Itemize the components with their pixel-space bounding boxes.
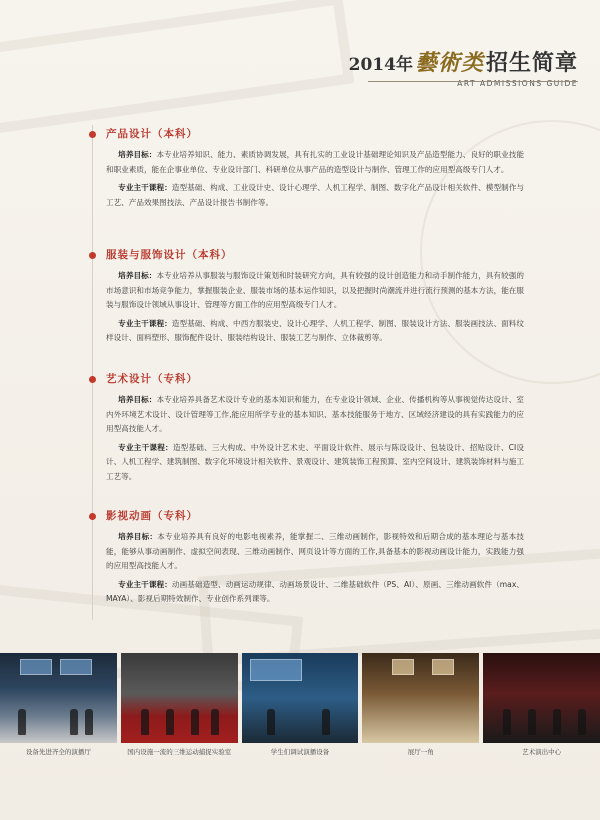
person-figure bbox=[70, 709, 78, 735]
person-figure bbox=[553, 709, 561, 735]
course-text: 造型基础、三大构成、中外设计艺术史、平面设计软件、展示与陈设设计、包装设计、招贴设计、CI设计、人机工程学、建筑制图、数字化环境设计相关软件、景观设计、建筑装饰工程预算、室内空间设计、建筑装饰材料与施工工艺等。 bbox=[106, 442, 524, 481]
section-art-design bbox=[106, 371, 524, 488]
training-goal bbox=[106, 393, 524, 437]
section-film-animation bbox=[106, 508, 524, 611]
training-goal bbox=[106, 269, 524, 313]
main-courses bbox=[106, 317, 524, 346]
course-label: 专业主干课程： bbox=[118, 318, 172, 328]
goal-text: 本专业培养具有良好的电影电视素养，能掌握二、三维动画制作，影视特效和后期合成的基本理论与基本技能，能够从事动画制作、虚拟空间表现、三维动画制作、网页设计等方面的工作,具备基本的影视动画设计能力，实践能力强的应用型高技能人才。 bbox=[106, 532, 524, 570]
display-shape bbox=[392, 659, 414, 675]
course-label: 专业主干课程： bbox=[118, 442, 173, 452]
header-art-calligraphy: 藝術类 bbox=[414, 50, 484, 76]
page-header bbox=[349, 46, 578, 88]
monitor-shape bbox=[20, 659, 52, 675]
display-shape bbox=[432, 659, 454, 675]
section-title: 产品设计（本科） bbox=[106, 128, 198, 140]
course-label: 专业主干课程： bbox=[118, 183, 172, 192]
photo-exhibition-hall bbox=[362, 653, 479, 743]
main-courses bbox=[106, 441, 524, 485]
photo-captions bbox=[0, 747, 600, 756]
photo-broadcast-equipment bbox=[242, 653, 359, 743]
header-main-title: 招生简章 bbox=[485, 51, 578, 76]
timeline-dot bbox=[89, 252, 96, 259]
monitor-shape bbox=[250, 659, 302, 681]
timeline-dot bbox=[89, 376, 96, 383]
goal-text: 本专业培养知识、能力、素质协调发展，具有扎实的工业设计基础理论知识及产品造型能力、良好的职业技能和职业素质，能在企事业单位、专业设计部门、科研单位从事产品的造型设计与制作、管理工作的应用型高级专门人才。 bbox=[106, 150, 524, 174]
person-figure bbox=[18, 709, 26, 735]
training-goal bbox=[106, 148, 524, 177]
section-title: 影视动画（专科） bbox=[106, 510, 198, 522]
goal-label: 培养目标： bbox=[118, 532, 158, 541]
section-fashion-design bbox=[106, 247, 524, 350]
timeline-line bbox=[92, 125, 93, 620]
film-strip-decoration bbox=[0, 0, 354, 136]
person-figure bbox=[267, 709, 275, 735]
person-figure bbox=[322, 709, 330, 735]
photo-caption: 国内设施一流的三维运动捕捉实验室 bbox=[127, 748, 232, 756]
course-text: 造型基础、构成、工业设计史、设计心理学、人机工程学、制图、数字化产品设计相关软件、模型制作与工艺、产品效果图技法、产品设计报告书制作等。 bbox=[106, 183, 525, 207]
course-label: 专业主干课程： bbox=[118, 579, 172, 589]
timeline-dot bbox=[89, 513, 96, 520]
photo-strip bbox=[0, 653, 600, 743]
main-courses bbox=[106, 578, 524, 607]
section-title: 艺术设计（专科） bbox=[106, 373, 198, 385]
training-goal bbox=[106, 530, 524, 574]
person-figure bbox=[191, 709, 199, 735]
photo-caption: 艺术演出中心 bbox=[522, 748, 562, 756]
header-divider bbox=[368, 81, 578, 82]
goal-text: 本专业培养具备艺术设计专业的基本知识和能力，在专业设计领域、企业、传播机构等从事视觉传达设计、室内外环境艺术设计、设计管理等工作,能应用所学专业的基本知识、基本技能服务于地方、区域经济建设的具有实践能力的应用型高技能人才。 bbox=[106, 395, 524, 433]
person-figure bbox=[578, 709, 586, 735]
goal-label: 培养目标： bbox=[118, 395, 157, 404]
course-text: 动画基础造型、动画运动规律、动画场景设计、二维基础软件（PS、AI）、原画、三维动画软件（max、MAYA）、影视后期特效制作、专业创作系列课等。 bbox=[106, 579, 525, 603]
section-title: 服装与服饰设计（本科） bbox=[106, 249, 233, 261]
person-figure bbox=[166, 709, 174, 735]
person-figure bbox=[141, 709, 149, 735]
main-courses bbox=[106, 181, 524, 210]
person-figure bbox=[211, 709, 219, 735]
goal-label: 培养目标： bbox=[118, 271, 157, 280]
photo-caption: 展厅一角 bbox=[407, 748, 434, 756]
monitor-shape bbox=[60, 659, 92, 675]
timeline-dot bbox=[89, 131, 96, 138]
header-title bbox=[349, 46, 578, 77]
goal-label: 培养目标： bbox=[118, 150, 157, 159]
photo-caption: 学生们调试演播设备 bbox=[270, 748, 330, 756]
goal-text: 本专业培养从事服装与服饰设计策划和时装研究方向，具有较强的设计创造能力和动手制作能力，具有较强的市场意识和市场竞争能力，掌握服装企业、服装市场的基本运作知识，以及把握时尚潮流并进行流行预测的基本方法，能在服装与服饰设计领域从事设计、管理等方面工作的应用型高级专门人才。 bbox=[106, 271, 524, 309]
section-product-design bbox=[106, 126, 524, 214]
photo-performance-center bbox=[483, 653, 600, 743]
photo-caption: 设备先进齐全的演播厅 bbox=[25, 748, 91, 756]
person-figure bbox=[503, 709, 511, 735]
header-year: 2014年 bbox=[348, 55, 413, 75]
person-figure bbox=[528, 709, 536, 735]
photo-studio bbox=[0, 653, 117, 743]
header-subtitle: ART ADMISSIONS GUIDE bbox=[457, 79, 578, 88]
photo-motion-capture-lab bbox=[121, 653, 238, 743]
course-text: 造型基础、构成、中西方服装史、设计心理学、人机工程学、制图、服装设计方法、服装画技法、面料纹样设计、面料塑形、服饰配件设计、服装结构设计、服装工艺与制作、立体裁剪等。 bbox=[106, 318, 525, 342]
person-figure bbox=[85, 709, 93, 735]
